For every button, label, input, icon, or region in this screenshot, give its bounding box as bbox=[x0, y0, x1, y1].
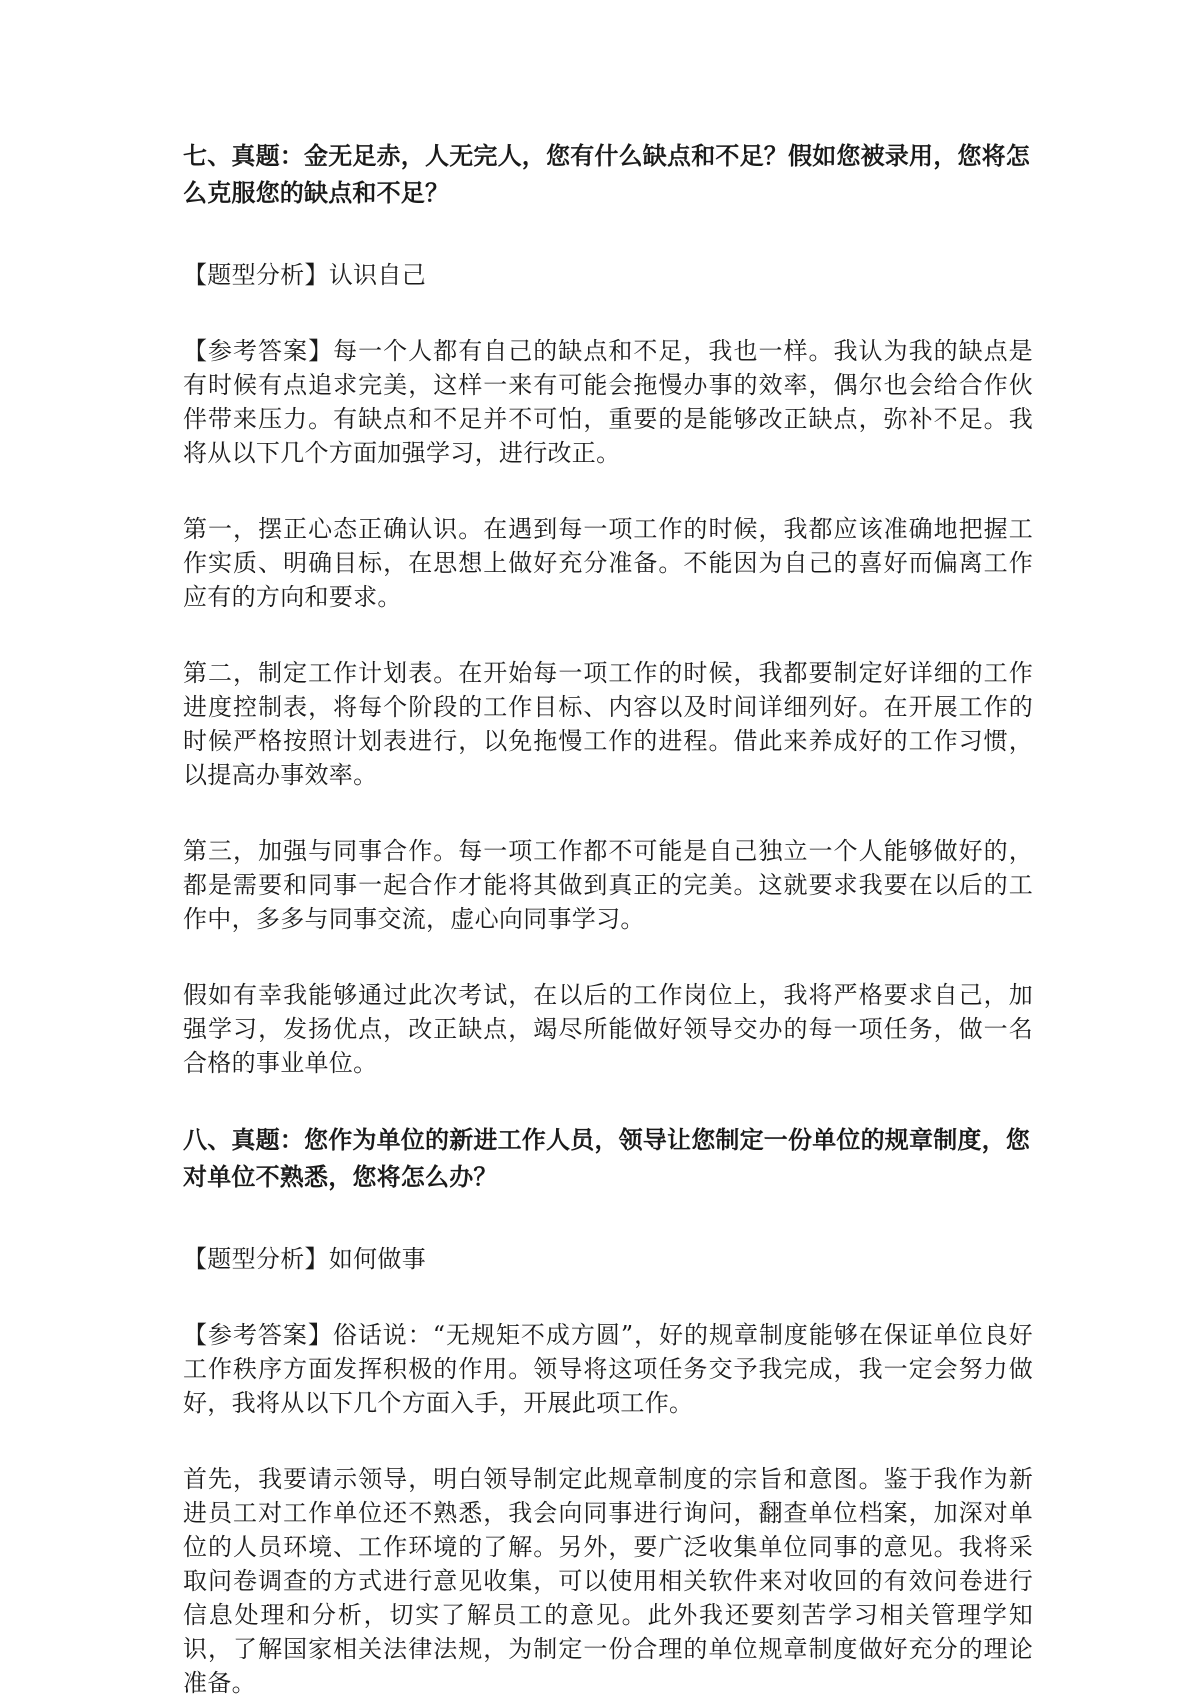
answer-paragraph: 第三，加强与同事合作。每一项工作都不可能是自己独立一个人能够做好的，都是需要和同事一起合作才能将其做到真正的完美。这就要求我要在以后的工作中，多多与同事交流，虚心向同事学习。 bbox=[183, 837, 1033, 933]
answer-paragraph: 首先，我要请示领导，明白领导制定此规章制度的宗旨和意图。鉴于我作为新进员工对工作单位还不熟悉，我会向同事进行询问，翻查单位档案，加深对单位的人员环境、工作环境的了解。另外，要广泛收集单位同事的意见。我将采取问卷调查的方式进行意见收集，可以使用相关软件来对收回的有效问卷进行信息处理和分析，切实了解员工的意见。此外我还要刻苦学习相关管理学知识，了解国家相关法律法规，为制定一份合理的单位规章制度做好充分的理论准备。 bbox=[183, 1465, 1033, 1697]
reference-answer-text: 俗话说：“无规矩不成方圆”，好的规章制度能够在保证单位良好工作秩序方面发挥积极的作用。领导将这项任务交予我完成，我一定会努力做好，我将从以下几个方面入手，开展此项工作。 bbox=[183, 1321, 1033, 1417]
question-type-7 bbox=[183, 258, 1033, 292]
question-type-8 bbox=[183, 1242, 1033, 1276]
answer-paragraph: 第二，制定工作计划表。在开始每一项工作的时候，我都要制定好详细的工作进度控制表，将每个阶段的工作目标、内容以及时间详细列好。在开展工作的时候严格按照计划表进行，以免拖慢工作的进程。借此来养成好的工作习惯，以提高办事效率。 bbox=[183, 659, 1033, 789]
question-type-label: 【题型分析】 bbox=[183, 1245, 329, 1273]
reference-answer-8 bbox=[183, 1318, 1033, 1420]
question-type-label: 【题型分析】 bbox=[183, 261, 329, 289]
question-title-8: 八、真题：您作为单位的新进工作人员，领导让您制定一份单位的规章制度，您对单位不熟悉，您将怎么办？ bbox=[183, 1126, 1030, 1191]
document-page bbox=[183, 138, 1033, 1700]
reference-answer-text: 每一个人都有自己的缺点和不足，我也一样。我认为我的缺点是有时候有点追求完美，这样一来有可能会拖慢办事的效率，偶尔也会给合作伙伴带来压力。有缺点和不足并不可怕，重要的是能够改正缺点，弥补不足。我将从以下几个方面加强学习，进行改正。 bbox=[183, 337, 1033, 467]
reference-answer-7 bbox=[183, 334, 1033, 470]
question-type-value: 如何做事 bbox=[328, 1245, 427, 1273]
question-type-value: 认识自己 bbox=[328, 261, 427, 289]
answer-paragraph: 假如有幸我能够通过此次考试，在以后的工作岗位上，我将严格要求自己，加强学习，发扬优点，改正缺点，竭尽所能做好领导交办的每一项任务，做一名合格的事业单位。 bbox=[183, 981, 1033, 1077]
answer-paragraph: 第一，摆正心态正确认识。在遇到每一项工作的时候，我都应该准确地把握工作实质、明确目标，在思想上做好充分准备。不能因为自己的喜好而偏离工作应有的方向和要求。 bbox=[183, 515, 1033, 611]
reference-answer-label: 【参考答案】 bbox=[183, 1321, 333, 1349]
question-title-7: 七、真题：金无足赤，人无完人，您有什么缺点和不足？假如您被录用，您将怎么克服您的缺点和不足？ bbox=[183, 142, 1030, 207]
reference-answer-label: 【参考答案】 bbox=[183, 337, 334, 365]
